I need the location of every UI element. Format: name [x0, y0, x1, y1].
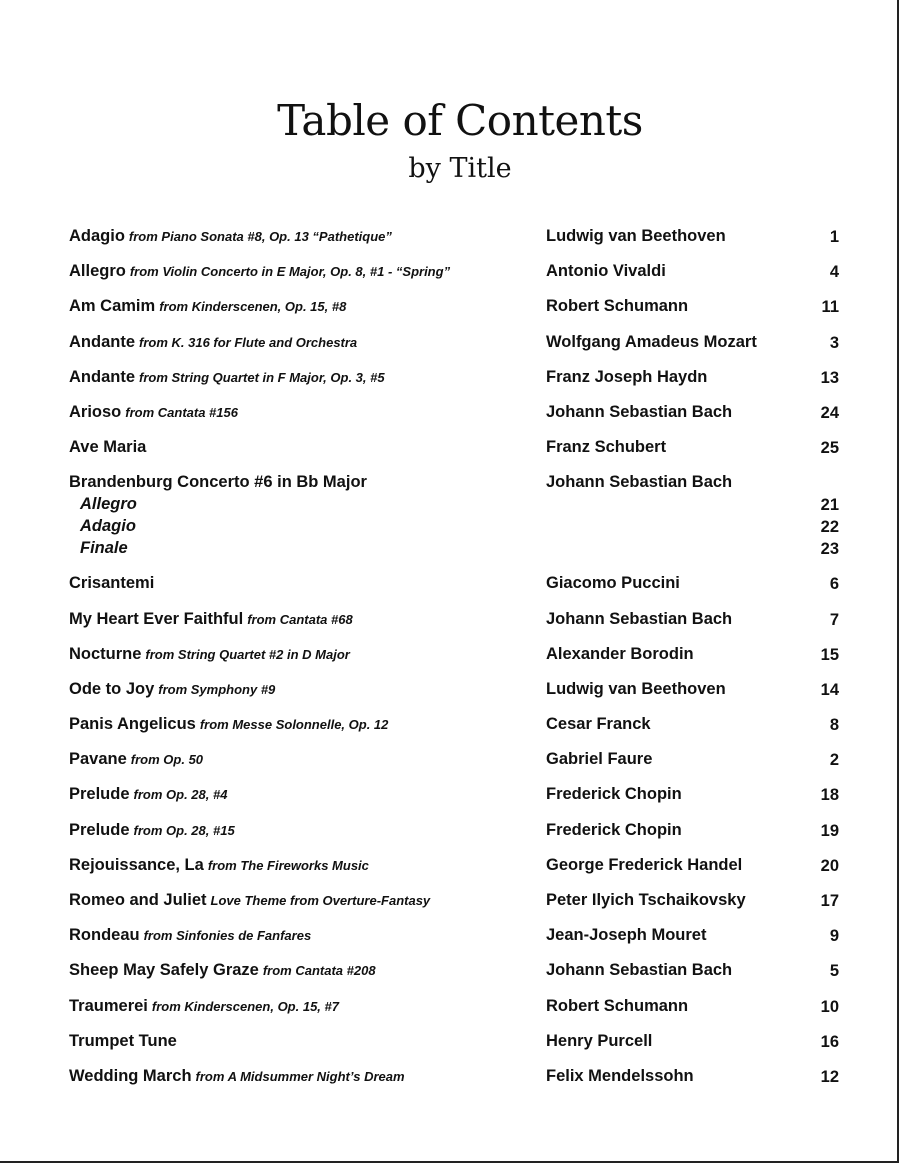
piece-source: Love Theme from Overture-Fantasy: [210, 893, 431, 908]
toc-entry[interactable]: [0, 573, 900, 608]
piece-source: from Kinderscenen, Op. 15, #8: [159, 299, 347, 315]
piece-cell: [69, 261, 539, 282]
piece-cell: [69, 644, 539, 665]
page-number: 15: [820, 645, 839, 664]
page-number: 21: [820, 496, 839, 515]
toc-entry[interactable]: [0, 402, 900, 437]
composer: Alexander Borodin: [546, 644, 694, 663]
piece-title: Am Camim: [69, 297, 156, 316]
page-number: 23: [820, 540, 839, 559]
page-number: 13: [820, 368, 839, 387]
piece-source: from Piano Sonata #8, Op. 13 “Pathetique”: [128, 229, 392, 244]
composer: Robert Schumann: [546, 297, 689, 316]
piece-title: Trumpet Tune: [69, 1031, 177, 1050]
composer: Johann Sebastian Bach: [546, 961, 733, 980]
composer: Johann Sebastian Bach: [546, 402, 733, 421]
piece-cell: [69, 1031, 539, 1051]
composer: Ludwig van Beethoven: [546, 679, 726, 698]
toc-entry[interactable]: [0, 890, 900, 925]
piece-title: Andante: [69, 332, 135, 351]
composer: Peter Ilyich Tschaikovsky: [546, 891, 746, 909]
page-number: 10: [820, 997, 839, 1016]
page-number: 4: [829, 263, 839, 282]
composer: Felix Mendelssohn: [546, 1066, 694, 1085]
page-number: 24: [820, 403, 839, 422]
toc-entry-brandenburg[interactable]: [0, 472, 900, 573]
piece-cell: [69, 296, 539, 317]
composer: Franz Schubert: [546, 438, 667, 457]
page-number: 2: [829, 751, 839, 770]
piece-cell: [69, 437, 539, 457]
toc-entry[interactable]: [0, 644, 900, 679]
piece-title: Andante: [69, 367, 135, 386]
piece-source: from Cantata #156: [125, 404, 238, 420]
piece-source: from The Fireworks Music: [207, 857, 369, 873]
piece-source: from Cantata #208: [262, 963, 376, 979]
toc-entry[interactable]: [0, 332, 900, 367]
toc-entry[interactable]: [0, 1066, 900, 1101]
composer: Johann Sebastian Bach: [546, 609, 733, 628]
piece-title: Sheep May Safely Graze: [69, 961, 259, 980]
toc-entry[interactable]: [0, 261, 900, 296]
page-number: 19: [820, 821, 839, 840]
piece-title: Brandenburg Concerto #6 in Bb Major: [69, 473, 367, 492]
movement-allegro[interactable]: Allegro: [80, 495, 137, 514]
piece-title: Prelude: [69, 785, 130, 804]
piece-title: Crisantemi: [69, 574, 155, 593]
piece-source: from Op. 50: [130, 752, 204, 768]
piece-source: from Messe Solonnelle, Op. 12: [199, 717, 389, 733]
piece-source: from Op. 28, #15: [133, 822, 235, 838]
composer: Robert Schumann: [546, 996, 689, 1015]
toc-entry[interactable]: [0, 714, 900, 749]
piece-cell: [69, 925, 539, 946]
movement-adagio[interactable]: Adagio: [80, 517, 136, 536]
toc-entry[interactable]: [0, 960, 900, 995]
toc-entry[interactable]: [0, 296, 900, 331]
page-number: 12: [820, 1067, 839, 1086]
toc-entry[interactable]: [0, 437, 900, 472]
composer: Johann Sebastian Bach: [546, 473, 733, 492]
piece-cell: [69, 960, 539, 981]
composer: Wolfgang Amadeus Mozart: [546, 332, 757, 351]
piece-cell: [69, 1066, 539, 1087]
piece-cell: [69, 573, 539, 593]
piece-source: from Symphony #9: [158, 681, 276, 697]
toc-entry[interactable]: [0, 855, 900, 890]
page-number: 25: [820, 439, 839, 458]
composer: Frederick Chopin: [546, 785, 682, 804]
piece-source: from Violin Concerto in E Major, Op. 8, #1 - “Spring”: [129, 264, 451, 280]
toc-list: [0, 226, 900, 1101]
toc-entry[interactable]: [0, 820, 900, 855]
piece-title: Allegro: [69, 262, 126, 281]
page-number: 8: [829, 716, 839, 735]
piece-source: from Cantata #68: [247, 611, 353, 627]
piece-source: from K. 316 for Flute and Orchestra: [139, 334, 358, 350]
piece-title: Prelude: [69, 820, 130, 839]
piece-cell: [69, 714, 539, 735]
piece-title: My Heart Ever Faithful: [69, 609, 244, 628]
piece-title: Panis Angelicus: [69, 715, 196, 734]
piece-title: Pavane: [69, 750, 127, 769]
page-subtitle: by Title: [408, 153, 512, 184]
piece-source: from Kinderscenen, Op. 15, #7: [151, 998, 339, 1014]
page-title: Table of Contents: [277, 96, 643, 145]
piece-title: Adagio: [69, 227, 125, 245]
composer: Franz Joseph Haydn: [546, 367, 708, 386]
piece-title: Ode to Joy: [69, 679, 155, 698]
piece-source: from A Midsummer Night’s Dream: [195, 1068, 405, 1084]
composer: Antonio Vivaldi: [546, 262, 666, 281]
page-number: 14: [820, 680, 839, 699]
toc-entry[interactable]: [0, 367, 900, 402]
page-number: 16: [820, 1032, 839, 1051]
piece-cell: [69, 855, 539, 876]
piece-cell: [69, 784, 539, 805]
movement-finale[interactable]: Finale: [80, 539, 128, 558]
page-number: 6: [829, 575, 839, 594]
piece-cell: [69, 890, 539, 911]
composer: Ludwig van Beethoven: [546, 227, 726, 245]
piece-title: Traumerei: [69, 996, 148, 1015]
toc-entry[interactable]: [0, 925, 900, 960]
page-number: 5: [829, 962, 839, 981]
composer: Jean-Joseph Mouret: [546, 926, 707, 945]
piece-source: from Sinfonies de Fanfares: [143, 928, 312, 944]
page-number: 18: [820, 786, 839, 805]
piece-cell: [69, 996, 539, 1017]
composer: Giacomo Puccini: [546, 574, 680, 593]
piece-title: Romeo and Juliet: [69, 891, 207, 909]
toc-entry[interactable]: [0, 609, 900, 644]
toc-entry[interactable]: [0, 1031, 900, 1066]
piece-source: from Op. 28, #4: [133, 787, 228, 803]
toc-entry[interactable]: [0, 679, 900, 714]
piece-title: Arioso: [69, 402, 122, 421]
piece-source: from String Quartet in F Major, Op. 3, #5: [139, 369, 385, 385]
piece-cell: [69, 820, 539, 841]
piece-cell: [69, 226, 539, 247]
page-number: 7: [829, 610, 839, 629]
composer: Henry Purcell: [546, 1031, 653, 1050]
toc-entry[interactable]: [0, 996, 900, 1031]
piece-cell: [69, 402, 539, 423]
composer: George Frederick Handel: [546, 855, 743, 874]
piece-cell: [69, 367, 539, 388]
toc-entry[interactable]: [0, 784, 900, 819]
page-number: 20: [820, 856, 839, 875]
page-number: 3: [829, 333, 839, 352]
piece-cell: [69, 332, 539, 353]
piece-title: Nocturne: [69, 644, 142, 663]
page-number: 11: [821, 298, 839, 317]
page-number: 17: [820, 892, 839, 910]
piece-title: Rejouissance, La: [69, 855, 204, 874]
page-number: 9: [829, 927, 839, 946]
piece-cell: [69, 679, 539, 700]
piece-cell: [69, 609, 539, 630]
piece-source: from String Quartet #2 in D Major: [145, 646, 350, 662]
piece-title: Wedding March: [69, 1066, 192, 1085]
composer: Frederick Chopin: [546, 820, 682, 839]
piece-cell: [69, 749, 539, 770]
piece-title: Ave Maria: [69, 438, 147, 457]
composer: Cesar Franck: [546, 715, 651, 734]
page-number: 1: [829, 228, 839, 246]
composer: Gabriel Faure: [546, 750, 653, 769]
piece-title: Rondeau: [69, 926, 140, 945]
page-number: 22: [820, 518, 839, 537]
toc-entry[interactable]: [0, 749, 900, 784]
toc-entry[interactable]: [0, 226, 900, 261]
